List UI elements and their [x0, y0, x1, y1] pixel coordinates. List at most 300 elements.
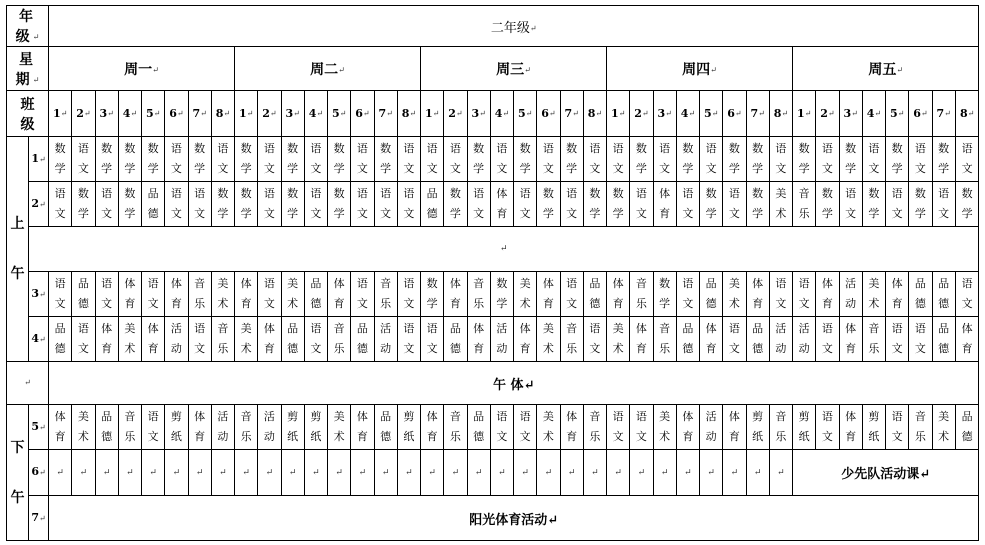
subject-text: 数 学 [124, 187, 136, 220]
subject-cell [839, 317, 862, 362]
subject-cell [188, 272, 211, 317]
class-number [304, 91, 327, 137]
empty-cell [328, 450, 351, 496]
subject-cell [537, 272, 560, 317]
morning-break-row [29, 227, 979, 272]
subject-cell [676, 405, 699, 450]
class-number-text: 5 [517, 106, 526, 120]
subject-cell [723, 137, 746, 182]
subject-cell [258, 317, 281, 362]
subject-text: 语 文 [54, 187, 66, 220]
class-number-text: 5 [703, 106, 712, 120]
subject-text: 品 德 [426, 187, 438, 220]
class-number-text: 6 [913, 106, 921, 120]
subject-text: 剪 纸 [287, 410, 299, 443]
subject-cell [630, 317, 653, 362]
subject-text: 语 文 [496, 142, 508, 175]
subject-text: 品 德 [449, 322, 461, 355]
subject-cell [188, 137, 211, 182]
subject-text: 体 育 [519, 322, 531, 355]
class-number-text: 8 [959, 106, 968, 120]
subject-cell [746, 182, 769, 227]
subject-text: 活 动 [798, 322, 810, 355]
empty-cell [607, 450, 630, 496]
subject-text: 体 育 [101, 322, 113, 355]
subject-text: 数 学 [798, 142, 810, 175]
subject-cell [281, 137, 304, 182]
class-number-text: 2 [76, 106, 84, 120]
paragraph-mark-icon: ↵ [312, 467, 320, 478]
subject-text: 语 文 [403, 187, 415, 220]
subject-text: 数 学 [659, 277, 671, 310]
subject-cell [72, 405, 95, 450]
subject-cell [560, 317, 583, 362]
class-number-text: 8 [401, 106, 410, 120]
subject-text: 语 文 [101, 277, 113, 310]
class-number-text: 1 [796, 106, 805, 120]
empty-cell [165, 450, 188, 496]
day-header [793, 47, 979, 91]
subject-text: 品 德 [287, 322, 299, 355]
subject-text: 语 文 [217, 142, 229, 175]
subject-text: 音 乐 [194, 277, 206, 310]
period-number [29, 272, 49, 317]
subject-cell [769, 272, 792, 317]
paragraph-mark-icon: ↵ [710, 65, 717, 74]
subject-text: 语 文 [519, 187, 531, 220]
subject-text: 数 学 [845, 142, 857, 175]
class-number-text: 7 [378, 106, 387, 120]
paragraph-mark-icon: ↵ [269, 108, 277, 118]
paragraph-mark-icon: ↵ [38, 334, 46, 344]
subject-text: 数 学 [868, 187, 880, 220]
subject-cell [118, 137, 141, 182]
subject-cell [932, 182, 955, 227]
subject-cell [95, 182, 118, 227]
subject-text: 数 学 [77, 187, 89, 220]
subject-cell [235, 272, 258, 317]
subject-text: 数 学 [938, 142, 950, 175]
subject-text: 语 文 [961, 277, 973, 310]
subject-cell [304, 405, 327, 450]
subject-text: 活 动 [263, 410, 275, 443]
subject-text: 音 乐 [473, 277, 485, 310]
class-number [514, 91, 537, 137]
class-number [235, 91, 258, 137]
subject-text: 语 文 [263, 142, 275, 175]
subject-text: 数 学 [333, 187, 345, 220]
subject-text: 语 文 [310, 142, 322, 175]
afternoon-label-text: 下 午 [10, 439, 25, 506]
subject-text: 美 术 [728, 277, 740, 310]
subject-cell [490, 182, 513, 227]
class-number-text: 4 [122, 106, 131, 120]
subject-cell [839, 182, 862, 227]
subject-text: 数 学 [240, 187, 252, 220]
subject-cell [607, 317, 630, 362]
empty-cell [467, 450, 490, 496]
empty-cell [630, 450, 653, 496]
subject-cell [932, 272, 955, 317]
class-number [653, 91, 676, 137]
subject-cell [374, 405, 397, 450]
subject-cell [211, 405, 234, 450]
subject-text: 体 育 [635, 322, 647, 355]
subject-text: 语 文 [891, 322, 903, 355]
class-number-text: 3 [471, 106, 480, 120]
subject-cell [165, 317, 188, 362]
day-header-text: 周五 [868, 61, 897, 78]
subject-cell [537, 317, 560, 362]
subject-cell [583, 405, 606, 450]
subject-text: 品 德 [682, 322, 694, 355]
class-number [490, 91, 513, 137]
subject-cell [607, 405, 630, 450]
subject-cell [793, 405, 816, 450]
paragraph-mark-icon: ↵ [358, 467, 367, 478]
empty-cell [490, 450, 513, 496]
subject-text: 美 术 [124, 322, 136, 355]
class-number [444, 91, 467, 137]
subject-cell [514, 405, 537, 450]
subject-cell [142, 182, 165, 227]
subject-cell [397, 272, 420, 317]
empty-cell [723, 450, 746, 496]
week-label-text: 星 期 [15, 51, 36, 88]
subject-text: 品 德 [961, 410, 973, 443]
subject-text: 活 动 [170, 322, 182, 355]
class-number [211, 91, 234, 137]
subject-text: 语 文 [635, 410, 647, 443]
subject-cell [235, 182, 258, 227]
subject-cell [676, 137, 699, 182]
day-header [49, 47, 235, 91]
paragraph-mark-icon: ↵ [944, 108, 951, 118]
subject-cell [421, 317, 444, 362]
subject-text: 体 育 [147, 322, 159, 355]
subject-cell [607, 272, 630, 317]
subject-text: 语 文 [426, 322, 438, 355]
subject-cell [630, 137, 653, 182]
subject-cell [839, 272, 862, 317]
paragraph-mark-icon: ↵ [827, 108, 835, 118]
period-number [29, 496, 49, 541]
subject-cell [258, 137, 281, 182]
paragraph-mark-icon: ↵ [38, 289, 46, 299]
subject-cell [351, 272, 374, 317]
paragraph-mark-icon: ↵ [60, 108, 68, 118]
subject-cell [839, 405, 862, 450]
class-number-text: 2 [820, 106, 828, 120]
subject-cell [165, 405, 188, 450]
paragraph-mark-icon: ↵ [595, 108, 603, 118]
subject-cell [95, 137, 118, 182]
subject-cell [467, 272, 490, 317]
subject-text: 体 育 [821, 277, 833, 310]
paragraph-mark-icon: ↵ [130, 108, 138, 118]
subject-text: 语 文 [310, 187, 322, 220]
subject-text: 数 学 [891, 142, 903, 175]
subject-text: 音 乐 [240, 410, 252, 443]
subject-text: 数 学 [426, 277, 438, 310]
class-number [49, 91, 72, 137]
subject-cell [630, 272, 653, 317]
paragraph-mark-icon: ↵ [618, 108, 626, 118]
paragraph-mark-icon: ↵ [32, 32, 40, 42]
subject-text: 品 德 [589, 277, 601, 310]
subject-cell [932, 317, 955, 362]
subject-cell [165, 272, 188, 317]
day-header [235, 47, 421, 91]
subject-cell [955, 182, 979, 227]
class-number [955, 91, 979, 137]
subject-cell [444, 272, 467, 317]
subject-cell [676, 317, 699, 362]
paragraph-mark-icon: ↵ [219, 467, 227, 478]
subject-cell [514, 272, 537, 317]
subject-text: 数 学 [496, 277, 508, 310]
class-number [142, 91, 165, 137]
subject-text: 数 学 [217, 187, 229, 220]
subject-text: 语 文 [380, 187, 392, 220]
subject-text: 体 育 [240, 277, 252, 310]
paragraph-mark-icon: ↵ [316, 108, 324, 118]
subject-cell [723, 405, 746, 450]
subject-cell [374, 272, 397, 317]
subject-cell [793, 272, 816, 317]
subject-cell [467, 405, 490, 450]
subject-text: 语 文 [798, 277, 810, 310]
subject-text: 语 文 [147, 410, 159, 443]
class-number-text: 6 [355, 106, 363, 120]
afternoon-label [7, 405, 29, 541]
paragraph-mark-icon: ↵ [479, 108, 486, 118]
class-number-text: 6 [169, 106, 177, 120]
subject-cell [723, 272, 746, 317]
subject-cell [95, 272, 118, 317]
paragraph-mark-icon: ↵ [544, 467, 553, 478]
subject-cell [955, 317, 979, 362]
paragraph-mark-icon: ↵ [920, 108, 928, 118]
class-number [700, 91, 723, 137]
subject-text: 语 文 [682, 277, 694, 310]
subject-cell [653, 137, 676, 182]
subject-cell [467, 182, 490, 227]
subject-cell [304, 317, 327, 362]
paragraph-mark-icon: ↵ [153, 108, 161, 118]
subject-text: 音 乐 [775, 410, 787, 443]
subject-cell [421, 272, 444, 317]
subject-text: 体 育 [566, 410, 578, 443]
subject-text: 数 学 [914, 187, 926, 220]
subject-cell [700, 317, 723, 362]
class-number-text: 6 [727, 106, 735, 120]
paragraph-mark-icon: ↵ [591, 467, 599, 478]
subject-text: 语 文 [519, 410, 531, 443]
empty-cell [537, 450, 560, 496]
class-label-text: 班 级 [20, 96, 35, 133]
subject-text: 语 文 [891, 187, 903, 220]
subject-cell [444, 182, 467, 227]
paragraph-mark-icon: ↵ [641, 108, 649, 118]
class-number-text: 5 [331, 106, 340, 120]
subject-cell [49, 317, 72, 362]
paragraph-mark-icon: ↵ [126, 467, 134, 478]
subject-cell [793, 137, 816, 182]
subject-cell [653, 182, 676, 227]
empty-cell [397, 450, 420, 496]
paragraph-mark-icon: ↵ [897, 108, 905, 118]
subject-text: 品 德 [101, 410, 113, 443]
subject-text: 语 文 [147, 277, 159, 310]
paragraph-mark-icon: ↵ [152, 65, 159, 74]
subject-text: 活 动 [775, 322, 787, 355]
period-number [29, 317, 49, 362]
paragraph-mark-icon: ↵ [665, 108, 672, 118]
subject-text: 音 乐 [798, 187, 810, 220]
subject-cell [769, 182, 792, 227]
subject-cell [421, 405, 444, 450]
subject-text: 数 学 [287, 142, 299, 175]
subject-text: 数 学 [449, 187, 461, 220]
grade-value [49, 6, 979, 47]
class-number [560, 91, 583, 137]
subject-text: 语 文 [659, 142, 671, 175]
paragraph-mark-icon: ↵ [753, 467, 762, 478]
subject-cell [909, 317, 932, 362]
subject-text: 语 文 [612, 410, 624, 443]
class-number [188, 91, 211, 137]
class-number [862, 91, 885, 137]
subject-text: 美 术 [240, 322, 252, 355]
paragraph-mark-icon: ↵ [614, 467, 622, 478]
day-header-text: 周一 [124, 61, 153, 78]
day-header-text: 周三 [496, 61, 525, 78]
empty-cell [583, 450, 606, 496]
empty-cell [351, 450, 374, 496]
subject-cell [421, 182, 444, 227]
paragraph-mark-icon: ↵ [547, 512, 559, 528]
class-number-text: 5 [889, 106, 898, 120]
class-number-text: 2 [262, 106, 270, 120]
subject-text: 语 文 [426, 142, 438, 175]
class-number [746, 91, 769, 137]
class-number-text: 1 [610, 106, 619, 120]
subject-cell [444, 317, 467, 362]
subject-cell [374, 182, 397, 227]
class-number [816, 91, 839, 137]
period-number-text: 3 [31, 286, 39, 300]
empty-cell [304, 450, 327, 496]
subject-text: 体 育 [449, 277, 461, 310]
subject-cell [328, 405, 351, 450]
subject-text: 数 学 [54, 142, 66, 175]
subject-cell [351, 405, 374, 450]
subject-text: 语 文 [542, 142, 554, 175]
paragraph-mark-icon: ↵ [24, 378, 31, 387]
subject-text: 语 文 [821, 142, 833, 175]
subject-cell [490, 405, 513, 450]
subject-cell [235, 405, 258, 450]
subject-text: 语 文 [403, 277, 415, 310]
empty-cell [235, 450, 258, 496]
period-number [29, 450, 49, 496]
subject-text: 语 文 [496, 410, 508, 443]
period-number-text: 1 [31, 151, 39, 165]
period-number-text: 7 [31, 510, 39, 524]
subject-text: 语 文 [170, 187, 182, 220]
paragraph-mark-icon: ↵ [524, 65, 531, 74]
morning-label [7, 137, 29, 362]
subject-text: 音 乐 [217, 322, 229, 355]
subject-text: 语 文 [775, 277, 787, 310]
paragraph-mark-icon: ↵ [335, 467, 343, 478]
subject-cell [793, 317, 816, 362]
period-number-text: 5 [31, 419, 39, 433]
paragraph-mark-icon: ↵ [730, 467, 739, 478]
paragraph-mark-icon: ↵ [149, 467, 157, 478]
paragraph-mark-icon: ↵ [428, 467, 436, 478]
subject-text: 品 德 [310, 277, 322, 310]
class-number-text: 7 [936, 106, 945, 120]
subject-text: 语 文 [728, 322, 740, 355]
subject-text: 音 乐 [659, 322, 671, 355]
subject-text: 剪 纸 [752, 410, 764, 443]
subject-text: 数 学 [589, 187, 601, 220]
paragraph-mark-icon: ↵ [851, 108, 858, 118]
subject-text: 剪 纸 [403, 410, 415, 443]
paragraph-mark-icon: ↵ [107, 108, 114, 118]
paragraph-mark-icon: ↵ [529, 23, 537, 33]
period-number-text: 2 [31, 196, 39, 210]
subject-cell [909, 272, 932, 317]
subject-text: 品 德 [752, 322, 764, 355]
subject-cell [862, 405, 885, 450]
subject-text: 活 动 [496, 322, 508, 355]
subject-text: 语 文 [914, 322, 926, 355]
subject-cell [397, 405, 420, 450]
subject-text: 语 文 [449, 142, 461, 175]
subject-cell [793, 182, 816, 227]
subject-text: 活 动 [380, 322, 392, 355]
paragraph-mark-icon: ↵ [246, 108, 254, 118]
subject-text: 语 文 [310, 322, 322, 355]
class-number-text: 1 [424, 106, 433, 120]
subject-text: 美 术 [542, 410, 554, 443]
subject-text: 数 学 [728, 142, 740, 175]
subject-cell [281, 317, 304, 362]
subject-text: 语 文 [170, 142, 182, 175]
subject-cell [560, 405, 583, 450]
subject-cell [374, 137, 397, 182]
class-number [258, 91, 281, 137]
class-number [793, 91, 816, 137]
paragraph-mark-icon: ↵ [521, 467, 529, 478]
empty-cell [211, 450, 234, 496]
subject-text: 语 文 [356, 142, 368, 175]
empty-cell [653, 450, 676, 496]
period-number [29, 405, 49, 450]
subject-cell [583, 137, 606, 182]
paragraph-mark-icon: ↵ [176, 108, 184, 118]
subject-text: 音 乐 [868, 322, 880, 355]
class-number-text: 7 [750, 106, 759, 120]
subject-text: 语 文 [77, 322, 89, 355]
class-number-text: 7 [564, 106, 573, 120]
subject-text: 数 学 [752, 142, 764, 175]
subject-text: 美 术 [659, 410, 671, 443]
subject-cell [723, 182, 746, 227]
